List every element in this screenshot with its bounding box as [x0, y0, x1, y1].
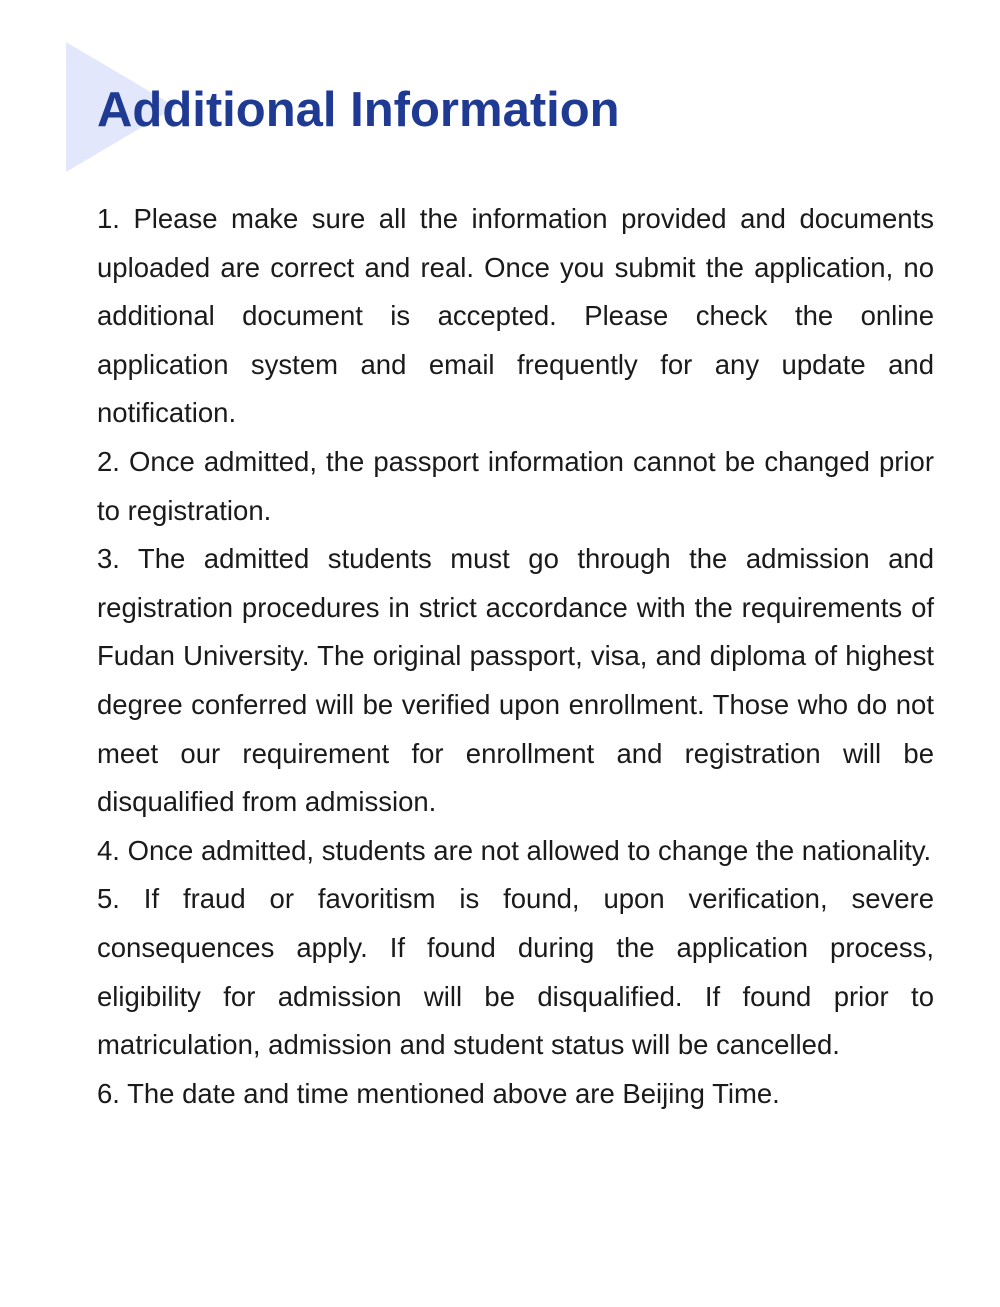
page-title: Additional Information — [97, 83, 620, 137]
information-item-5: 5. If fraud or favoritism is found, upon verification, severe consequences apply. If found during the application process, eligibility for admission will be disqualified. If found prior to matriculation, admission and student status will be cancelled. — [97, 883, 934, 1061]
information-item-3: 3. The admitted students must go through the admission and registration procedures in strict accordance with the requirements of Fudan University. The original passport, visa, and diploma of highest degree conferred will be verified upon enrollment. Those who do not meet our requirement for enrollment and registration will be disqualified from admission. — [97, 543, 934, 818]
information-item-2: 2. Once admitted, the passport information cannot be changed prior to registration. — [97, 445, 934, 526]
information-item-4: 4. Once admitted, students are not allowed to change the nationality. — [97, 834, 932, 866]
information-item-1: 1. Please make sure all the information provided and documents uploaded are correct and real. Once you submit the application, no additional document is accepted. Please check the online application system and email frequently for any update and notification. — [97, 203, 934, 429]
information-item-6: 6. The date and time mentioned above are Beijing Time. — [97, 1077, 780, 1109]
information-list — [97, 195, 934, 1118]
